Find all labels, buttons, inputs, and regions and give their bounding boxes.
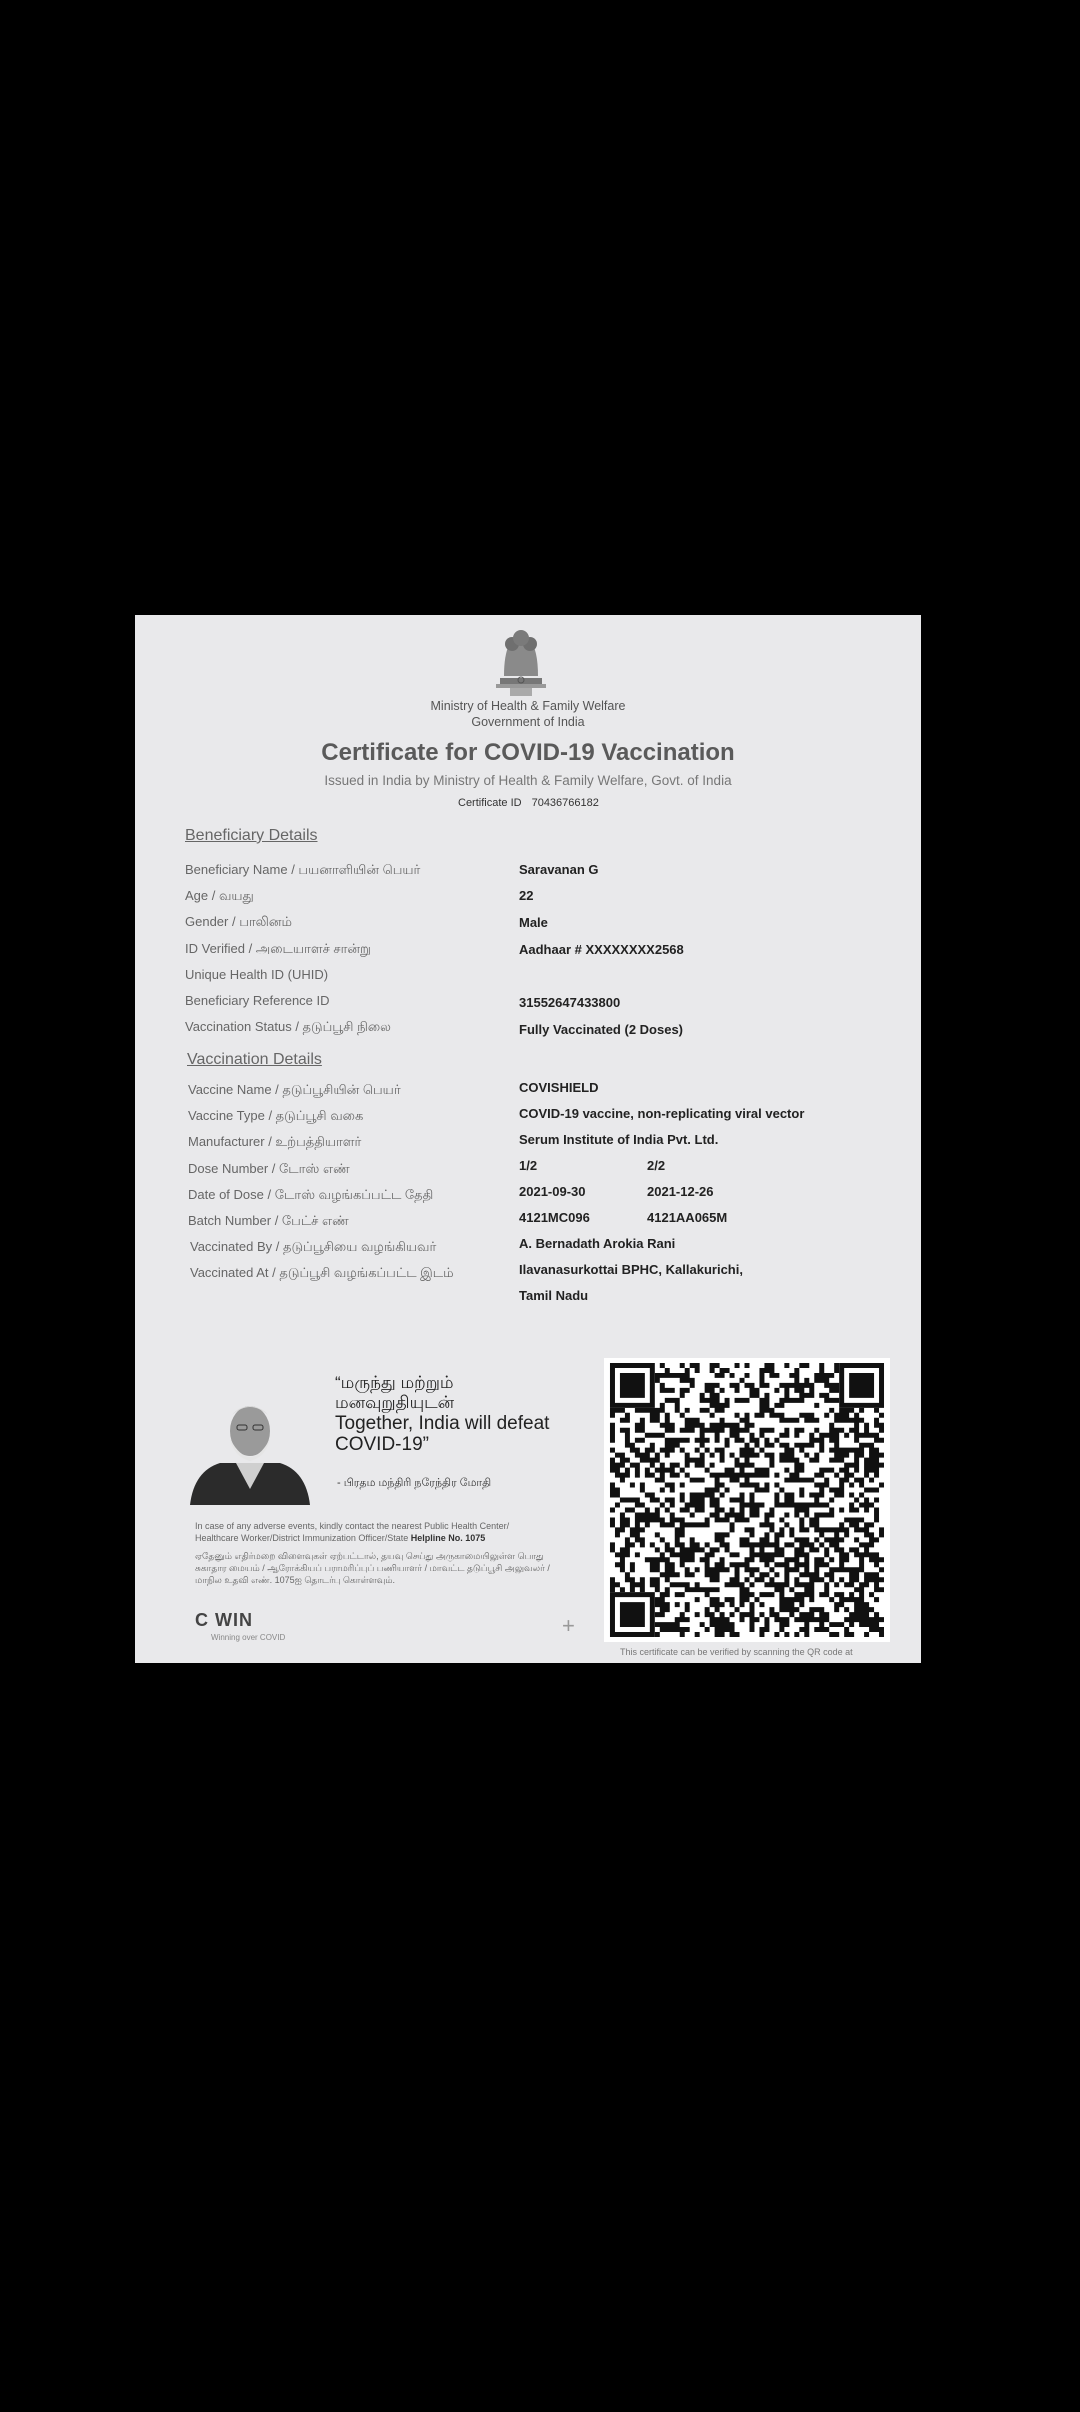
verify-text: This certificate can be verified by scanning the QR code at <box>620 1647 853 1657</box>
manufacturer-label: Manufacturer / உற்பத்தியாளர் <box>188 1134 362 1149</box>
adverse-ta-line1: ஏதேனும் எதிர்மறை விளைவுகள் ஏற்பட்டால், தயவு செய்து அருகாமையிலுள்ள பொது <box>195 1551 544 1561</box>
adverse-ta-line3: மாநில உதவி எண். 1075ஐ தொடர்பு கொள்ளவும். <box>195 1575 396 1585</box>
vaccine-name-label: Vaccine Name / தடுப்பூசியின் பெயர் <box>188 1082 401 1097</box>
qr-finder-3 <box>610 1592 655 1637</box>
age-label: Age / வயது <box>185 888 254 903</box>
vaccination-heading: Vaccination Details <box>187 1051 322 1068</box>
adverse-events-ta <box>195 1550 575 1586</box>
vaccinated-at-value: Ilavanasurkottai BPHC, Kallakurichi, <box>519 1262 743 1277</box>
dose-number-label: Dose Number / டோஸ் எண் <box>188 1161 350 1176</box>
cowin-tagline: Winning over COVID <box>211 1633 286 1642</box>
quote-english-line2: COVID-19” <box>335 1434 429 1455</box>
quote-english-line1: Together, India will defeat <box>335 1413 550 1434</box>
manufacturer-value: Serum Institute of India Pvt. Ltd. <box>519 1132 719 1147</box>
batch-number-value-2: 4121AA065M <box>647 1210 728 1225</box>
dose-number-value-1: 1/2 <box>519 1158 538 1173</box>
uhid-label: Unique Health ID (UHID) <box>185 967 329 982</box>
date-of-dose-label: Date of Dose / டோஸ் வழங்கப்பட்ட தேதி <box>188 1187 434 1202</box>
beneficiary-name-value: Saravanan G <box>519 862 599 877</box>
quote-attribution: - பிரதம மந்திரி நரேந்திர மோதி <box>337 1477 492 1489</box>
adverse-line2-text: Healthcare Worker/District Immunization Officer/State <box>195 1533 409 1543</box>
qr-finder-2 <box>839 1363 884 1408</box>
pm-quote <box>335 1373 565 1455</box>
vaccinated-at-value-line2: Tamil Nadu <box>519 1288 589 1303</box>
certificate-id-value: 70436766182 <box>531 797 599 809</box>
issued-by: Issued in India by Ministry of Health & Family Welfare, Govt. of India <box>324 773 732 788</box>
adverse-events-en <box>195 1520 575 1544</box>
batch-number-label: Batch Number / பேட்ச் எண் <box>188 1213 349 1228</box>
vaccination-status-label: Vaccination Status / தடுப்பூசி நிலை <box>185 1019 391 1034</box>
certificate-title: Certificate for COVID-19 Vaccination <box>321 739 735 766</box>
cowin-logo: C WIN <box>195 1610 253 1630</box>
vaccination-status-value: Fully Vaccinated (2 Doses) <box>519 1022 684 1037</box>
qr-finder-1 <box>610 1363 655 1408</box>
date-of-dose-value-1: 2021-09-30 <box>519 1184 586 1199</box>
helpline-number: Helpline No. 1075 <box>410 1533 486 1543</box>
government-name: Government of India <box>471 715 585 729</box>
quote-tamil-line1: “மருந்து மற்றும் <box>335 1373 454 1392</box>
ministry-name: Ministry of Health & Family Welfare <box>430 699 626 713</box>
batch-number-value-1: 4121MC096 <box>519 1210 590 1225</box>
beneficiary-name-label: Beneficiary Name / பயனாளியின் பெயர் <box>185 862 421 877</box>
vaccine-type-label: Vaccine Type / தடுப்பூசி வகை <box>188 1108 364 1123</box>
reference-id-label: Beneficiary Reference ID <box>185 993 330 1008</box>
qr-code[interactable] <box>604 1358 890 1642</box>
adverse-ta-line2: சுகாதார மையம் / ஆரோக்கியப் பராமரிப்புப் பணியாளர் / மாவட்ட தடுப்பூசி அலுவலர் / <box>195 1563 550 1573</box>
quote-tamil-line2: மனவுறுதியுடன் <box>335 1393 455 1412</box>
vaccinated-at-label: Vaccinated At / தடுப்பூசி வழங்கப்பட்ட இடம் <box>190 1265 454 1280</box>
adverse-line2 <box>195 1532 575 1544</box>
beneficiary-heading: Beneficiary Details <box>185 827 318 844</box>
gender-label: Gender / பாலினம் <box>185 914 292 929</box>
id-verified-label: ID Verified / அடையாளச் சான்று <box>185 941 371 956</box>
age-value: 22 <box>519 888 534 903</box>
prime-minister-portrait <box>190 1393 310 1505</box>
adverse-line1: In case of any adverse events, kindly contact the nearest Public Health Center/ <box>195 1521 510 1531</box>
gender-value: Male <box>519 915 548 930</box>
vaccinated-by-label: Vaccinated By / தடுப்பூசியை வழங்கியவர் <box>190 1239 437 1254</box>
vaccine-name-value: COVISHIELD <box>519 1080 599 1095</box>
certificate-id <box>458 797 599 809</box>
id-verified-value: Aadhaar # XXXXXXXX2568 <box>519 942 684 957</box>
reference-id-value: 31552647433800 <box>519 995 621 1010</box>
dose-number-value-2: 2/2 <box>647 1158 666 1173</box>
vaccine-type-value: COVID-19 vaccine, non-replicating viral vector <box>519 1106 805 1121</box>
date-of-dose-value-2: 2021-12-26 <box>647 1184 714 1199</box>
plus-icon: + <box>562 1613 575 1638</box>
vaccinated-by-value: A. Bernadath Arokia Rani <box>519 1236 676 1251</box>
national-emblem-icon <box>490 620 552 700</box>
certificate-id-label: Certificate ID <box>458 797 522 809</box>
vaccination-certificate <box>135 615 921 1663</box>
